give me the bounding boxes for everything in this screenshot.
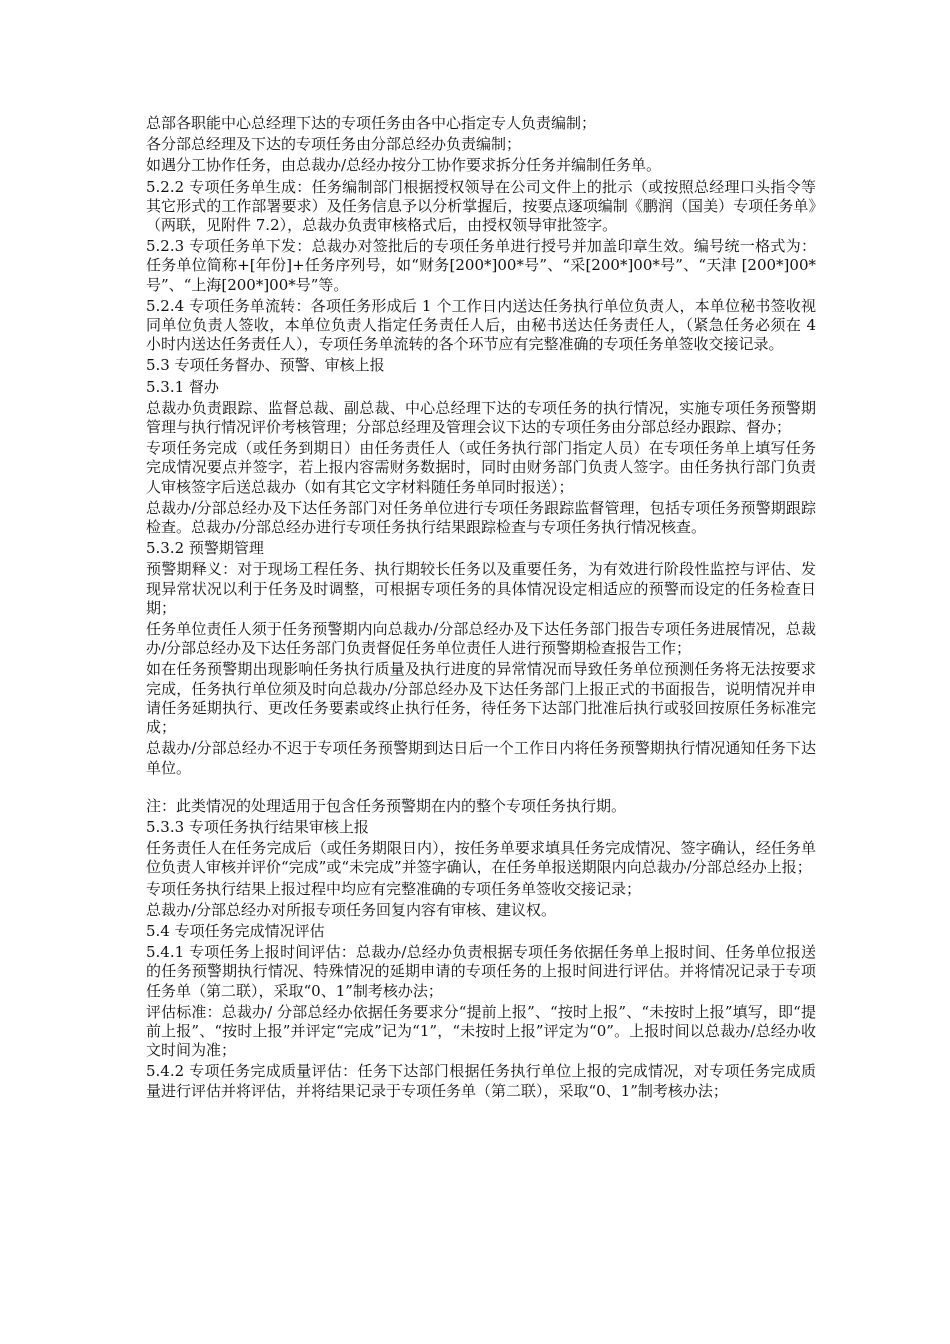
heading-5-4: 5.4 专项任务完成情况评估	[146, 921, 325, 940]
heading-5-3: 5.3 专项任务督办、预警、审核上报	[146, 356, 385, 375]
section-5-2-4: 5.2.4 专项任务单流转：各项任务形成后 1 个工作日内送达任务执行单位负责人，本单位秘书签收视同单位负责人签收，本单位负责人指定任务责任人后，由秘书送达任务责任人，（紧急任务必须在 4 小时内送达任务责任人），专项任务单流转的各个环节应有完整准确的专项任务单签收交接记录。	[146, 296, 816, 354]
paragraph: 评估标准：总裁办/ 分部总经办依据任务要求分“提前上报”、“按时上报”、“未按时上报”填写，即“提前上报”、“按时上报”并评定“完成”记为“1”，“未按时上报”评定为“0”。上报时间以总裁办/总经办收文时间为准；	[146, 1002, 816, 1060]
paragraph: 如遇分工协作任务，由总裁办/总经办按分工协作要求拆分任务并编制任务单。	[146, 156, 662, 175]
heading-5-3-1: 5.3.1 督办	[146, 377, 219, 396]
paragraph: 如在任务预警期出现影响任务执行质量及执行进度的异常情况而导致任务单位预测任务将无法按要求完成，任务执行单位须及时向总裁办/分部总经办及下达任务部门上报正式的书面报告，说明情况并申请任务延期执行、更改任务要素或终止执行任务，待任务下达部门批准后执行或驳回按原任务标准完成；	[146, 660, 816, 737]
paragraph: 任务责任人在任务完成后（或任务期限日内），按任务单要求填具任务完成情况、签字确认，经任务单位负责人审核并评价“完成”或“未完成”并签字确认，在任务单报送期限内向总裁办/分部总经办上报；	[146, 839, 816, 877]
paragraph: 专项任务执行结果上报过程中均应有完整准确的专项任务单签收交接记录；	[146, 879, 642, 898]
paragraph: 任务单位责任人须于任务预警期内向总裁办/分部总经办及下达任务部门报告专项任务进展情况，总裁办/分部总经办及下达任务部门负责督促任务单位责任人进行预警期检查报告工作；	[146, 620, 816, 658]
heading-5-3-2: 5.3.2 预警期管理	[146, 539, 264, 558]
section-5-2-2: 5.2.2 专项任务单生成：任务编制部门根据授权领导在公司文件上的批示（或按照总经理口头指令等其它形式的工作部署要求）及任务信息予以分析掌握后，按要点逐项编制《鹏润（国美）专项任务单》（两联，见附件 7.2），总裁办负责审核格式后，由授权领导审批签字。	[146, 177, 816, 235]
paragraph: 各分部总经理及下达的专项任务由分部总经办负责编制；	[146, 135, 522, 154]
note-paragraph: 注：此类情况的处理适用于包含任务预警期在内的整个专项任务执行期。	[146, 796, 627, 815]
heading-5-3-3: 5.3.3 专项任务执行结果审核上报	[146, 817, 369, 836]
paragraph: 总裁办/分部总经办及下达任务部门对任务单位进行专项任务跟踪监督管理，包括专项任务预警期跟踪检查。总裁办/分部总经办进行专项任务执行结果跟踪检查与专项任务执行情况核查。	[146, 498, 816, 537]
section-5-4-2: 5.4.2 专项任务完成质量评估：任务下达部门根据任务执行单位上报的完成情况，对专项任务完成质量进行评估并将评估，并将结果记录于专项任务单（第二联），采取“0、1”制考核办法；	[146, 1062, 816, 1100]
paragraph: 总裁办/分部总经办不迟于专项任务预警期到达日后一个工作日内将任务预警期执行情况通知任务下达单位。	[146, 739, 816, 777]
paragraph: 总部各职能中心总经理下达的专项任务由各中心指定专人负责编制；	[146, 114, 597, 132]
paragraph: 总裁办/分部总经办对所报专项任务回复内容有审核、建议权。	[146, 900, 557, 919]
paragraph: 预警期释义：对于现场工程任务、执行期较长任务以及重要任务，为有效进行阶段性监控与评估、发现异常状况以利于任务及时调整，可根据专项任务的具体情况设定相适应的预警而设定的任务检查日期；	[146, 560, 816, 617]
blank-line	[146, 780, 816, 797]
document-page	[146, 114, 816, 1103]
section-5-2-3: 5.2.3 专项任务单下发：总裁办对签批后的专项任务单进行授号并加盖印章生效。编号统一格式为：任务单位简称+[年份]+任务序列号，如“财务[200*]00*号”、“采[200*]00*号”、“天津 [200*]00*号”、“上海[200*]00*号”等。	[146, 237, 816, 294]
paragraph: 专项任务完成（或任务到期日）由任务责任人（或任务执行部门指定人员）在专项任务单上填写任务完成情况要点并签字，若上报内容需财务数据时，同时由财务部门负责人签字。由任务执行部门负责人审核签字后送总裁办（如有其它文字材料随任务单同时报送）；	[146, 439, 816, 496]
paragraph: 总裁办负责跟踪、监督总裁、副总裁、中心总经理下达的专项任务的执行情况，实施专项任务预警期管理与执行情况评价考核管理；分部总经理及管理会议下达的专项任务由分部总经办跟踪、督办；	[146, 398, 816, 437]
section-5-4-1: 5.4.1 专项任务上报时间评估：总裁办/总经办负责根据专项任务依据任务单上报时间、任务单位报送的任务预警期执行情况、特殊情况的延期申请的专项任务的上报时间进行评估。并将情况记录于专项任务单（第二联），采取“0、1”制考核办法；	[146, 943, 816, 1000]
